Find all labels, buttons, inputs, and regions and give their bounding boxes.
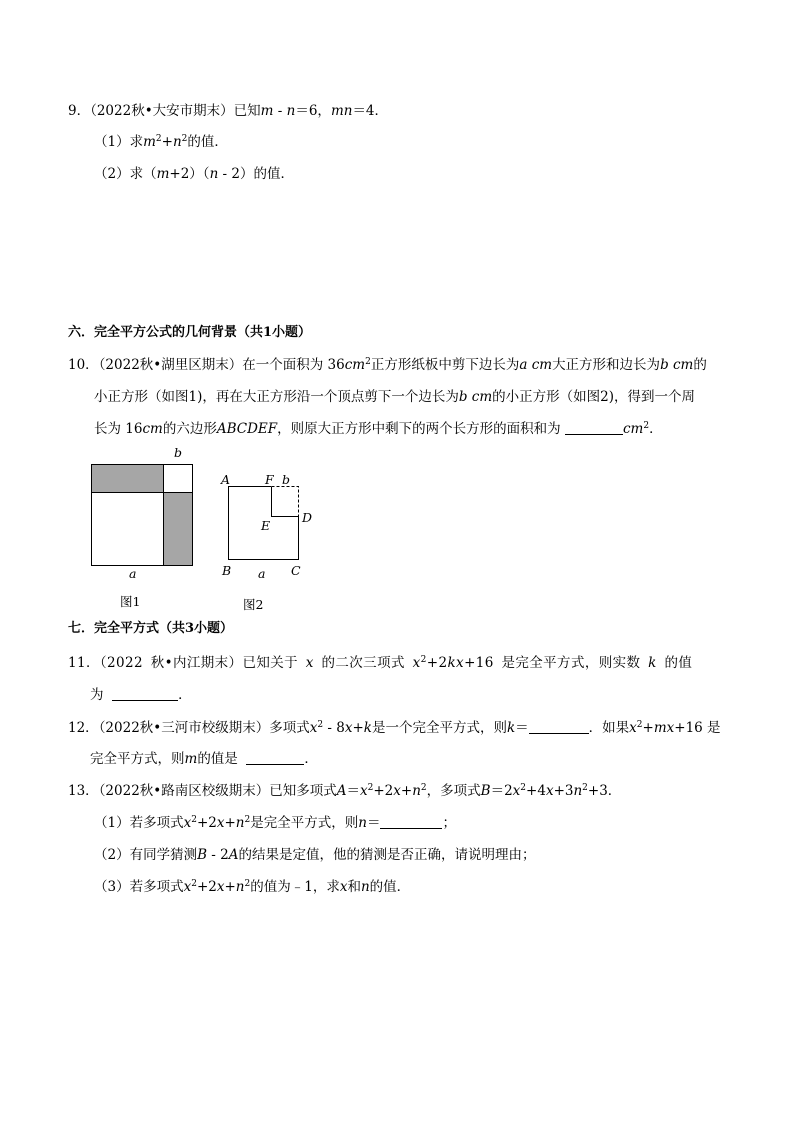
var-x: x bbox=[412, 655, 421, 671]
question-11-line-1 bbox=[68, 653, 692, 673]
var-m: m bbox=[260, 103, 274, 119]
unit-cm: cm bbox=[622, 421, 644, 437]
question-text: +3 bbox=[553, 783, 574, 799]
vertex-D: D bbox=[302, 510, 313, 525]
var-n: n bbox=[209, 166, 219, 182]
question-text: +2）（ bbox=[169, 166, 210, 182]
figure-1-caption: 图1 bbox=[120, 594, 141, 609]
exponent: 2 bbox=[244, 879, 251, 889]
var-x: x bbox=[309, 720, 318, 736]
question-9-part-1 bbox=[94, 132, 228, 152]
hexagon-name: ABCDEF bbox=[216, 421, 278, 437]
var-n: n bbox=[412, 783, 421, 799]
question-text: 多项式 bbox=[269, 720, 310, 736]
shaded-rectangle-right bbox=[164, 493, 193, 566]
part-label: （2）有同学猜测 bbox=[94, 847, 198, 863]
question-12-line-2 bbox=[90, 749, 318, 769]
var-a: a cm bbox=[519, 357, 553, 373]
question-10-line-1 bbox=[68, 355, 707, 375]
vertex-C: C bbox=[291, 563, 301, 578]
var-n: n bbox=[286, 103, 296, 119]
exponent: 2 bbox=[636, 720, 643, 730]
exponent: 2 bbox=[181, 134, 188, 144]
small-square bbox=[164, 465, 193, 493]
var-n: n bbox=[358, 815, 367, 831]
var-n: n bbox=[360, 879, 370, 895]
period: ． bbox=[178, 687, 192, 703]
var-x: x bbox=[393, 783, 401, 799]
exponent: 2 bbox=[244, 815, 251, 825]
question-text: 正方形纸板中剪下边长为 bbox=[370, 357, 520, 373]
question-source: （2022秋•大安市期末） bbox=[90, 103, 234, 119]
part-label: （1）求 bbox=[94, 134, 144, 150]
question-text: 的值 bbox=[664, 655, 693, 671]
question-text: +16 是完全平方式，则实数 bbox=[464, 655, 641, 671]
question-13-part-1 bbox=[94, 813, 456, 833]
var-k: k bbox=[648, 655, 657, 671]
question-text: +16 是 bbox=[674, 720, 721, 736]
question-text: 的小正方形（如图2)，得到一个周 bbox=[492, 389, 696, 405]
section-6-heading: 六．完全平方公式的几何背景（共1小题） bbox=[68, 325, 312, 340]
question-text: 是一个完全平方式，则 bbox=[371, 720, 507, 736]
question-text: 小正方形（如图1)，再在大正方形沿一个顶点剪下一个边长为 bbox=[94, 389, 459, 405]
part-label: （3）若多项式 bbox=[94, 879, 184, 895]
question-text: ．如果 bbox=[588, 720, 630, 736]
figure-1-label-a: a bbox=[129, 566, 137, 581]
figure-2-label-a: a bbox=[258, 566, 266, 581]
question-text: +4 bbox=[526, 783, 546, 799]
var-B: B bbox=[480, 783, 491, 799]
answer-blank-k[interactable] bbox=[529, 719, 589, 734]
question-text: 和 bbox=[347, 879, 361, 895]
var-A: A bbox=[336, 783, 347, 799]
question-12-line-1 bbox=[68, 718, 721, 738]
question-number: 12． bbox=[68, 720, 99, 736]
question-text: +2 bbox=[426, 655, 448, 671]
question-number: 13． bbox=[68, 783, 99, 799]
plus: + bbox=[224, 815, 236, 831]
vertex-F: F bbox=[265, 472, 274, 487]
vertex-B: B bbox=[222, 563, 232, 578]
var-b: b cm bbox=[458, 389, 493, 405]
semicolon: ； bbox=[442, 815, 456, 831]
question-text: ＝6， bbox=[295, 103, 331, 119]
question-text: 完全平方式，则 bbox=[90, 751, 185, 767]
question-text: 大正方形和边长为 bbox=[552, 357, 661, 373]
question-source: （2022秋•湖里区期末） bbox=[98, 357, 243, 373]
exponent: 2 bbox=[155, 134, 162, 144]
equals: ＝ bbox=[366, 815, 381, 831]
unit-cm: cm bbox=[142, 421, 163, 437]
var-x: x bbox=[183, 815, 192, 831]
question-text: - 2 bbox=[207, 847, 229, 863]
exponent: 2 bbox=[520, 783, 527, 793]
var-x: x bbox=[216, 879, 225, 895]
var-x: x bbox=[545, 783, 554, 799]
var-B: B bbox=[197, 847, 208, 863]
var-kx: kx bbox=[447, 655, 465, 671]
question-text: ＝4． bbox=[352, 103, 389, 119]
answer-blank-n[interactable] bbox=[380, 814, 442, 829]
var-A: A bbox=[228, 847, 239, 863]
question-10-line-2 bbox=[94, 387, 695, 407]
question-number: 11． bbox=[68, 655, 100, 671]
question-source: （2022 秋•内江期末） bbox=[99, 655, 243, 671]
plus: + bbox=[224, 879, 236, 895]
question-text: ，多项式 bbox=[426, 783, 481, 799]
var-m: m bbox=[143, 134, 156, 150]
question-9-part-2 bbox=[94, 164, 294, 184]
var-x: x bbox=[339, 879, 348, 895]
vertex-E: E bbox=[261, 518, 271, 533]
section-7-heading: 七．完全平方式（共3小题） bbox=[68, 621, 234, 636]
figure-1-label-b: b bbox=[174, 445, 183, 460]
question-text: +2 bbox=[196, 879, 217, 895]
var-m: m bbox=[156, 166, 170, 182]
var-n: n bbox=[573, 783, 583, 799]
exponent: 2 bbox=[317, 720, 324, 730]
minus: - bbox=[273, 103, 287, 119]
question-text: 的结果是定值，他的猜测是否正确，请说明理由； bbox=[238, 847, 536, 863]
question-text: 的六边形 bbox=[162, 421, 217, 437]
question-text: ＝2 bbox=[490, 783, 513, 799]
var-k: k bbox=[363, 720, 372, 736]
exponent: 2 bbox=[643, 421, 650, 431]
question-text: 已知 bbox=[233, 103, 261, 119]
plus: + bbox=[161, 134, 173, 150]
question-13-part-3 bbox=[94, 877, 410, 897]
question-text: 已知多项式 bbox=[269, 783, 337, 799]
vertex-A: A bbox=[221, 472, 231, 487]
figure-2-label-b: b bbox=[282, 472, 291, 487]
var-x: x bbox=[344, 720, 353, 736]
question-text: - 8 bbox=[323, 720, 345, 736]
var-n: n bbox=[235, 815, 245, 831]
question-13-part-2 bbox=[94, 845, 536, 865]
var-m: m bbox=[184, 751, 198, 767]
question-text: 是完全平方式，则 bbox=[250, 815, 359, 831]
var-b: b cm bbox=[660, 357, 694, 373]
part-label: （2）求（ bbox=[94, 166, 157, 182]
question-text: 长为 16 bbox=[94, 421, 143, 437]
var-n: n bbox=[235, 879, 245, 895]
var-x: x bbox=[512, 783, 521, 799]
question-text: ，则原大正方形中剩下的两个长方形的面积和为 bbox=[277, 421, 561, 437]
question-text: 在一个面积为 36 bbox=[242, 357, 345, 373]
equals: ＝ bbox=[346, 783, 361, 799]
equals: ＝ bbox=[515, 720, 529, 736]
shaded-rectangle-top bbox=[92, 465, 164, 493]
var-n: n bbox=[172, 134, 182, 150]
exponent: 2 bbox=[420, 655, 427, 665]
question-text: 的 bbox=[693, 357, 707, 373]
figure-1 bbox=[91, 464, 193, 566]
plus: + bbox=[642, 720, 654, 736]
question-source: （2022秋•路南区校级期末） bbox=[98, 783, 270, 799]
question-text: 的值． bbox=[369, 879, 411, 895]
question-text: +2 bbox=[196, 815, 217, 831]
question-9-line bbox=[68, 101, 388, 121]
question-10-line-3 bbox=[94, 419, 663, 439]
var-x: x bbox=[360, 783, 368, 799]
question-source: （2022秋•三河市校级期末） bbox=[98, 720, 270, 736]
exponent: 2 bbox=[191, 879, 197, 889]
question-11-line-2 bbox=[90, 685, 192, 705]
var-x: x bbox=[216, 815, 225, 831]
question-text: 已知关于 bbox=[242, 655, 299, 671]
question-13-line-1 bbox=[68, 781, 621, 801]
part-label: （1）若多项式 bbox=[94, 815, 184, 831]
var-k: k bbox=[506, 720, 516, 736]
plus: + bbox=[352, 720, 364, 736]
var-x: x bbox=[183, 879, 192, 895]
var-x: x bbox=[629, 720, 637, 736]
cut-square-dashed bbox=[272, 487, 299, 517]
plus: + bbox=[400, 783, 413, 799]
var-mx: mx bbox=[653, 720, 675, 736]
question-number: 10． bbox=[68, 357, 99, 373]
exponent: 2 bbox=[365, 357, 371, 367]
question-text: 的值是 bbox=[197, 751, 238, 767]
exponent: 2 bbox=[367, 783, 374, 793]
var-mn: mn bbox=[330, 103, 353, 119]
period: ． bbox=[304, 751, 318, 767]
answer-blank-m[interactable] bbox=[246, 750, 304, 765]
exponent: 2 bbox=[191, 815, 197, 825]
exponent: 2 bbox=[582, 783, 588, 793]
question-text: +3． bbox=[587, 783, 622, 799]
period: ． bbox=[649, 421, 663, 437]
question-text: 的值． bbox=[187, 134, 228, 150]
answer-blank[interactable] bbox=[112, 686, 178, 701]
question-text: - 2）的值． bbox=[218, 166, 294, 182]
answer-blank[interactable] bbox=[565, 420, 623, 435]
unit-cm: cm bbox=[344, 357, 366, 373]
question-text: 的二次三项式 bbox=[321, 655, 405, 671]
question-number: 9． bbox=[68, 103, 91, 119]
question-text: +2 bbox=[373, 783, 394, 799]
question-text: 为 bbox=[90, 687, 104, 703]
figure-2-caption: 图2 bbox=[243, 597, 264, 612]
var-x: x bbox=[305, 655, 314, 671]
question-text: 的值为﹣1，求 bbox=[250, 879, 340, 895]
exponent: 2 bbox=[420, 783, 427, 793]
